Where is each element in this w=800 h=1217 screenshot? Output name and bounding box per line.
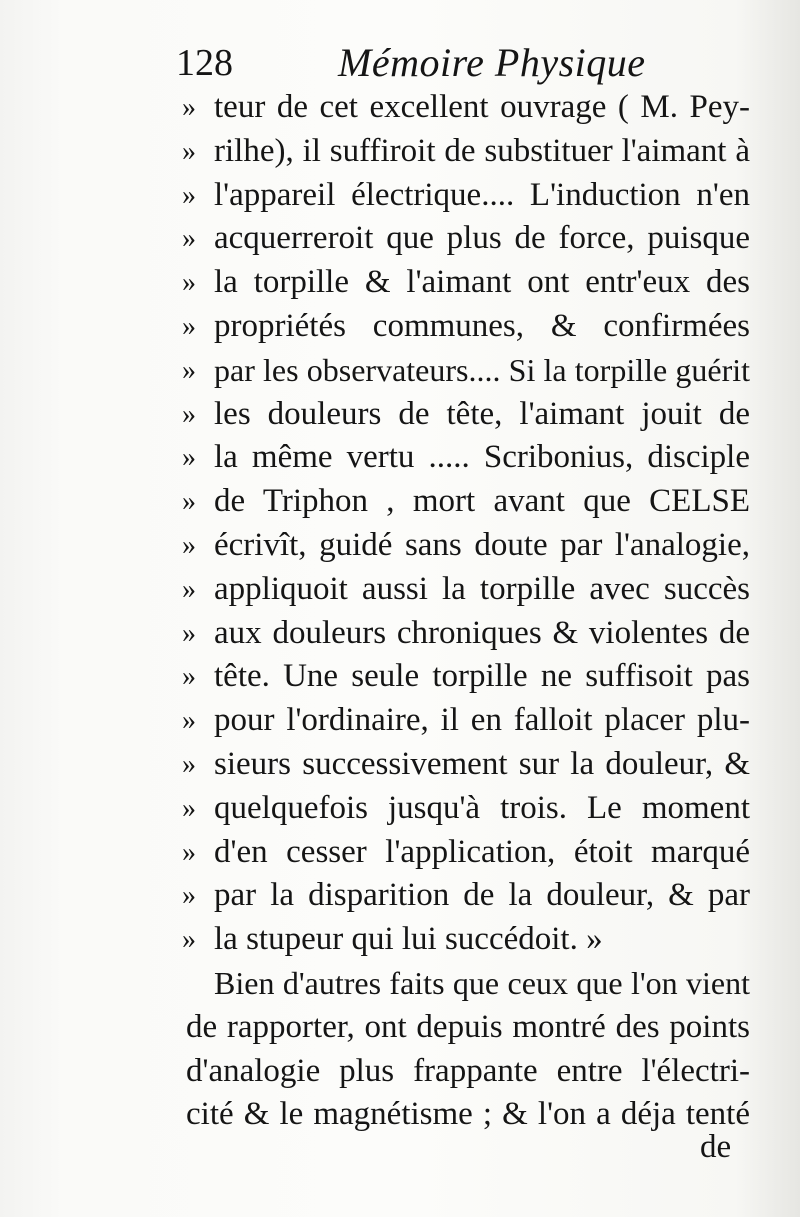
- line-text: écrivît, guidé sans doute par l'analogie,: [214, 526, 750, 563]
- line-text: cité & le magnétisme ; & l'on a déja tenté: [186, 1096, 750, 1133]
- quoted-line: [0, 699, 800, 743]
- line-text: appliquoit aussi la torpille avec succès: [214, 570, 750, 607]
- line-text: par les observateurs.... Si la torpille guérit: [214, 351, 750, 388]
- quoted-line: [0, 874, 800, 918]
- quote-mark: »: [182, 223, 196, 255]
- quoted-line: [0, 217, 800, 261]
- line-text: quelquefois jusqu'à trois. Le moment: [214, 789, 750, 826]
- quoted-line: [0, 612, 800, 656]
- line-text: pour l'ordinaire, il en falloit placer plu-: [214, 702, 750, 739]
- quote-mark: »: [182, 398, 196, 430]
- quote-mark: »: [182, 880, 196, 912]
- paragraph-line: [0, 1050, 800, 1094]
- quoted-line: [0, 349, 800, 393]
- quote-mark: »: [182, 179, 196, 211]
- quoted-line: [0, 130, 800, 174]
- quote-mark: »: [182, 92, 196, 123]
- quoted-line: [0, 86, 800, 130]
- quoted-line: [0, 393, 800, 437]
- quote-mark: »: [182, 924, 196, 956]
- line-text: la torpille & l'aimant ont entr'eux des: [214, 264, 750, 301]
- quoted-line: [0, 261, 800, 305]
- line-text: d'en cesser l'application, étoit marqué: [214, 833, 750, 870]
- quote-mark: »: [182, 705, 196, 737]
- line-text: rilhe), il suffiroit de substituer l'aimant à: [214, 132, 750, 169]
- line-text: de rapporter, ont depuis montré des points: [186, 1008, 750, 1045]
- quoted-line: [0, 655, 800, 699]
- text-block: [0, 86, 800, 1137]
- quote-mark: »: [182, 486, 196, 518]
- quoted-line: [0, 918, 800, 962]
- quote-mark: »: [182, 442, 196, 474]
- quote-mark: »: [182, 661, 196, 693]
- line-text: Bien d'autres faits que ceux que l'on vient: [214, 964, 750, 1001]
- quoted-line: [0, 480, 800, 524]
- quote-mark: »: [182, 748, 196, 780]
- running-head: [176, 38, 766, 88]
- line-text: sieurs successivement sur la douleur, &: [214, 745, 750, 782]
- line-text: acquerreroit que plus de force, puisque: [214, 220, 750, 257]
- quoted-line: [0, 743, 800, 787]
- quote-mark: »: [182, 617, 196, 649]
- line-text: la stupeur qui lui succédoit. »: [214, 921, 603, 958]
- quoted-line: [0, 174, 800, 218]
- quote-mark: »: [182, 135, 196, 167]
- line-text: de Triphon , mort avant que CELSE: [214, 483, 750, 520]
- line-text: teur de cet excellent ouvrage ( M. Pey-: [214, 89, 750, 125]
- quote-mark: »: [182, 792, 196, 824]
- quote-mark: »: [182, 310, 196, 342]
- running-title: Mémoire Physique: [338, 40, 646, 85]
- catchword: de: [700, 1129, 732, 1165]
- quote-mark: »: [182, 529, 196, 561]
- line-text: propriétés communes, & confirmées: [214, 307, 750, 344]
- page-number: 128: [176, 42, 233, 84]
- line-text: l'appareil électrique.... L'induction n'en: [214, 176, 750, 213]
- line-text: par la disparition de la douleur, & par: [214, 877, 750, 914]
- quoted-line: [0, 831, 800, 875]
- line-text: la même vertu ..... Scribonius, disciple: [214, 439, 750, 476]
- quoted-line: [0, 568, 800, 612]
- line-text: d'analogie plus frappante entre l'électri-: [186, 1052, 750, 1089]
- quoted-line: [0, 787, 800, 831]
- quoted-line: [0, 524, 800, 568]
- quoted-line: [0, 305, 800, 349]
- line-text: tête. Une seule torpille ne suffisoit pas: [214, 658, 750, 695]
- line-text: les douleurs de tête, l'aimant jouit de: [214, 395, 750, 432]
- quote-mark: »: [182, 354, 196, 386]
- quote-mark: »: [182, 267, 196, 299]
- quote-mark: »: [182, 573, 196, 605]
- line-text: aux douleurs chroniques & violentes de: [214, 614, 750, 651]
- paragraph-line: [0, 1093, 800, 1137]
- quote-mark: »: [182, 836, 196, 868]
- quoted-line: [0, 436, 800, 480]
- paragraph-line: [0, 1006, 800, 1050]
- paragraph-line: [0, 962, 800, 1006]
